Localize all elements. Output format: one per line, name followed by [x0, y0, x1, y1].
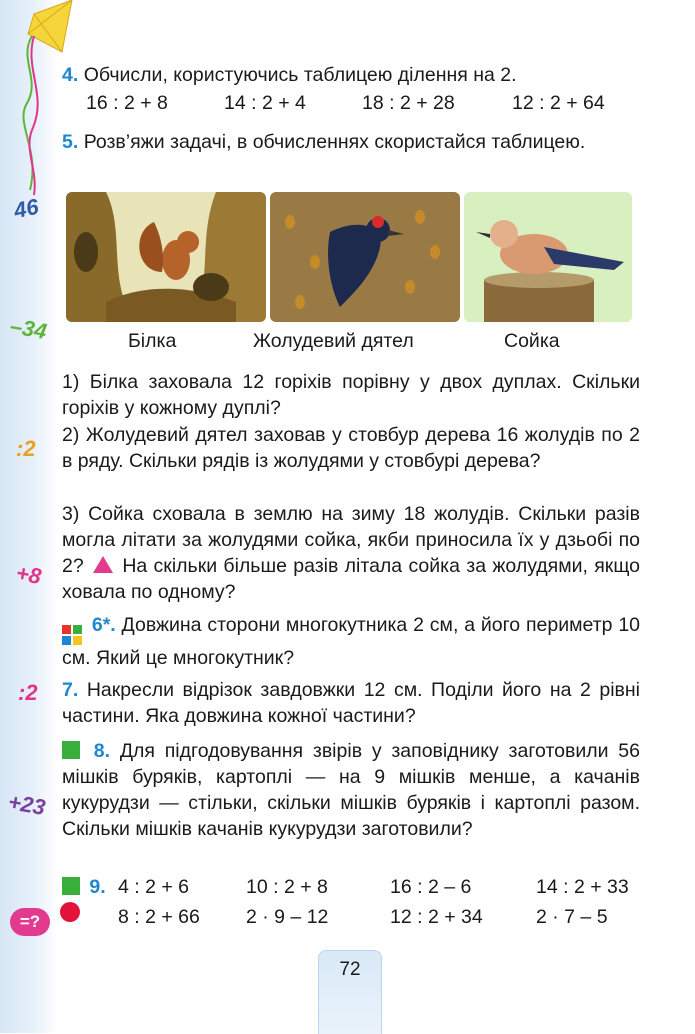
question-badge: =?: [10, 908, 50, 936]
triangle-icon: [93, 556, 113, 573]
task-6-number: 6*.: [91, 614, 116, 636]
expression: 4 : 2 + 6: [118, 876, 190, 898]
margin-number-4: +8: [14, 560, 44, 589]
green-square-icon: [62, 877, 80, 895]
windows-icon: [62, 625, 82, 645]
task-9-label: [62, 876, 106, 899]
margin-number-6: +23: [6, 788, 48, 821]
caption-squirrel: Білка: [128, 330, 177, 352]
task-5-problem-3: [62, 501, 640, 605]
expression: 12 : 2 + 34: [390, 906, 483, 928]
task-8-number: 8.: [93, 740, 111, 762]
task-7: [62, 677, 640, 729]
task-5-intro: [62, 129, 640, 155]
margin-number-5: :2: [18, 680, 38, 705]
page-number: 72: [339, 959, 361, 980]
task-8-text: Для підгодовування звірів у заповіднику заготовили 56 мішків буряків, картоплі — на 9 мішків менше, а качанів кукурудзи — стільки, скільки мішків буряків і картоплі разом. Скільки мішків качанів кукурудзи заготовили?: [62, 740, 640, 840]
task-5-problem-3-text: 3) Сойка сховала в землю на зиму 18 жолудів. Скільки разів могла літати за жолудями сойка, якби приносила їх у дзьобі по 2?: [62, 503, 640, 577]
task-6: [62, 612, 640, 671]
task-7-number: 7.: [62, 679, 79, 701]
red-circle-icon: [60, 902, 80, 922]
caption-jay: Сойка: [504, 330, 560, 352]
task-8: [62, 738, 640, 842]
margin-number-2: –34: [8, 313, 49, 345]
task-5-number: 5.: [62, 131, 79, 153]
task-5-problem-2: 2) Жолудевий дятел заховав у стовбур дерева 16 жолудів по 2 в ряду. Скільки рядів із жолудями у стовбурі дерева?: [62, 424, 640, 472]
expression: 12 : 2 + 64: [512, 92, 605, 114]
caption-woodpecker: Жолудевий дятел: [253, 330, 414, 352]
jay-illustration: [464, 192, 632, 322]
expression: 16 : 2 + 8: [86, 92, 168, 114]
expression: 2 · 9 – 12: [246, 906, 329, 928]
task-4-number: 4.: [62, 64, 79, 86]
expression: 2 · 7 – 5: [536, 906, 608, 928]
task-6-text: Довжина сторони многокутника 2 см, а його периметр 10 см. Який це многокутник?: [62, 614, 641, 669]
task-4-text: Обчисли, користуючись таблицею ділення на 2.: [83, 64, 517, 86]
kite-icon: [22, 0, 82, 200]
task-9-number: 9.: [89, 876, 106, 898]
expression: 14 : 2 + 4: [224, 92, 306, 114]
task-5-text: Розв’яжи задачі, в обчисленнях скористайся таблицею.: [83, 131, 586, 153]
expression: 18 : 2 + 28: [362, 92, 455, 114]
green-square-icon: [62, 741, 80, 759]
margin-number-3: :2: [16, 436, 36, 461]
expression: 10 : 2 + 8: [246, 876, 328, 898]
margin-number-1: 46: [11, 193, 41, 224]
expression: 14 : 2 + 33: [536, 876, 629, 898]
task-5-problem-3-extra: На скільки більше разів літала сойка за жолудями, якщо ховала по одному?: [62, 555, 641, 603]
expression: 8 : 2 + 66: [118, 906, 200, 928]
task-7-text: Накресли відрізок завдовжки 12 см. Поділи його на 2 рівні частини. Яка довжина кожної частини?: [62, 679, 640, 727]
expression: 16 : 2 – 6: [390, 876, 472, 898]
woodpecker-illustration: [270, 192, 460, 322]
task-5-problem-1: 1) Білка заховала 12 горіхів порівну у двох дуплах. Скільки горіхів у кожному дуплі?: [62, 371, 640, 419]
squirrel-illustration: [66, 192, 266, 322]
page-number-tab: [318, 950, 382, 1034]
task-4: [62, 62, 640, 88]
